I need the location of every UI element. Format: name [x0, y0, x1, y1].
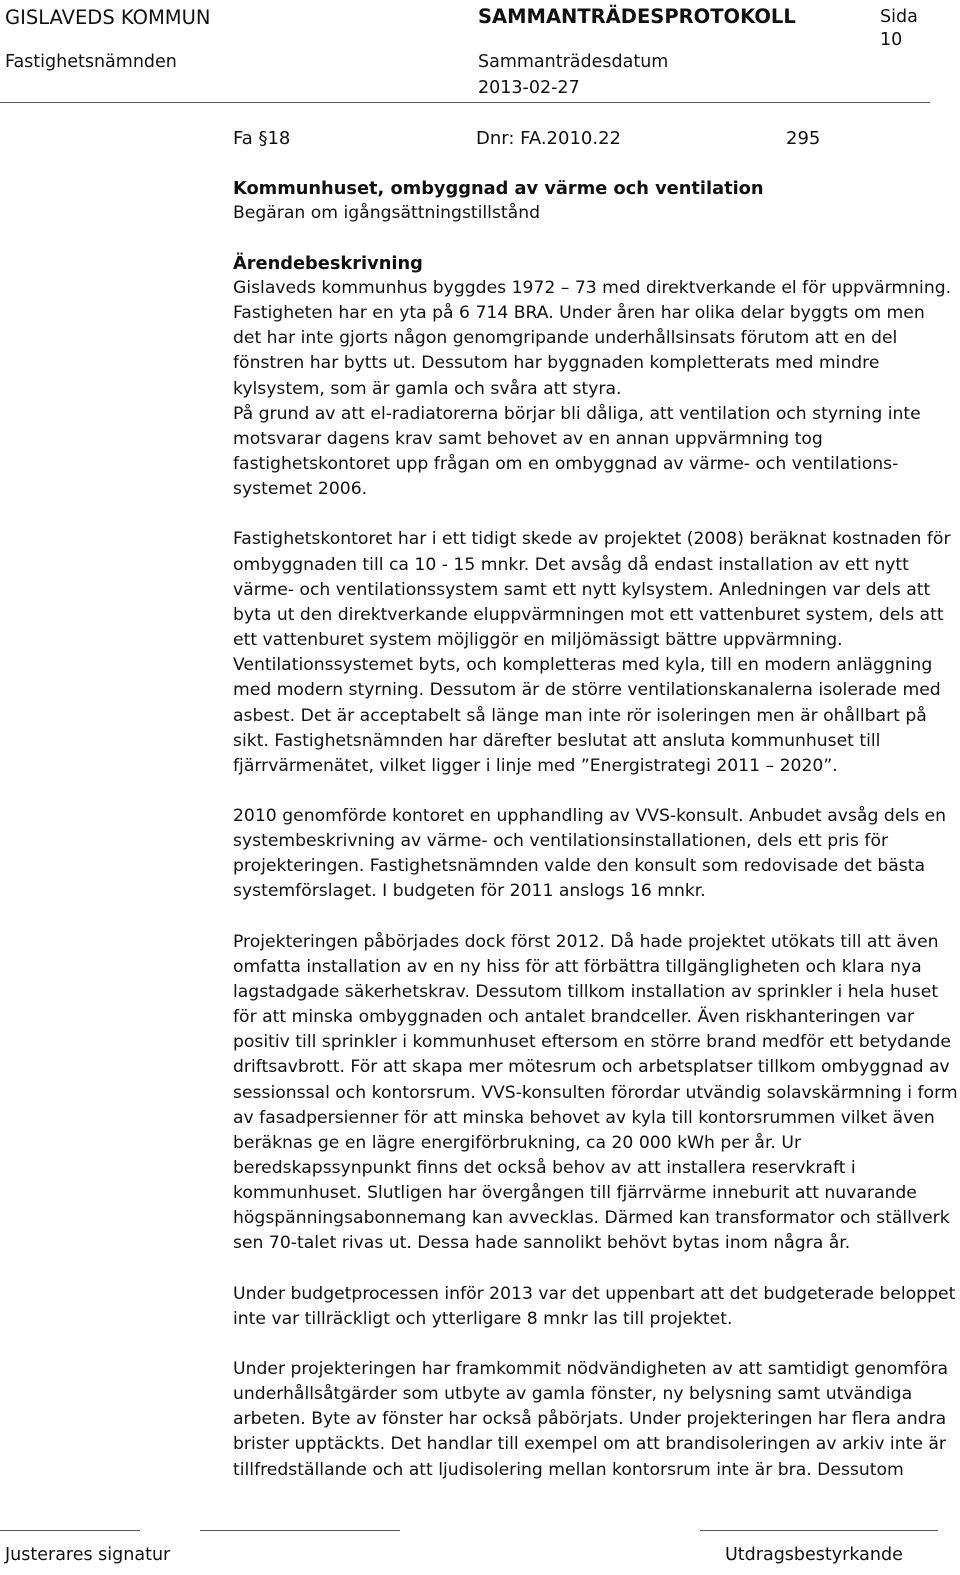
case-subtitle: Begäran om igångsättningstillstånd [233, 203, 540, 223]
extract-certification-label: Utdragsbestyrkande [725, 1545, 903, 1565]
document-body [233, 176, 958, 1483]
meeting-date-label: Sammanträdesdatum [478, 52, 669, 72]
paragraph: Gislaveds kommunhus byggdes 1972 – 73 med direktverkande el för uppvärmning. Fastigheten har en yta på 6 714 BRA. Under åren har olika delar byggts om men det har inte gjorts någon genomgripande underhållsinsats förutom att en del fönstren har bytts ut. Dessutom har byggnaden kompletterats med mindre kylsystem, som är gamla och svåra att styra. [233, 278, 952, 399]
document-type: SAMMANTRÄDESPROTOKOLL [478, 5, 796, 28]
signature-label: Justerares signatur [5, 1545, 171, 1565]
org-name: GISLAVEDS KOMMUN [5, 6, 211, 29]
paragraph: Under projekteringen har framkommit nödvändigheten av att samtidigt genomföra underhållsåtgärder som utbyte av gamla fönster, ny belysning samt utvändiga arbeten. Byte av fönster har också påbörjats. Under projekteringen har flera andra brister upptäckts. Det handlar till exempel om att brandisoleringen av arkiv inte är tillfredställande och att ljudisolering mellan kontorsrum inte är bra. Dessutom [233, 1358, 949, 1480]
committee-name: Fastighetsnämnden [5, 52, 177, 72]
diary-number: Dnr: FA.2010.22 [476, 128, 621, 149]
page-number: 10 [880, 30, 903, 50]
footer-rule-left [0, 1530, 140, 1531]
paragraph: Under budgetprocessen inför 2013 var det uppenbart att det budgeterade beloppet inte var tillräckligt och ytterligare 8 mnkr las till projektet. [233, 1283, 956, 1329]
case-number: 295 [786, 128, 821, 149]
paragraph: 2010 genomförde kontoret en upphandling av VVS-konsult. Anbudet avsåg dels en systembeskrivning av värme- och ventilationsinstallationen, dels ett pris för projekteringen. Fastighetsnämnden valde den konsult som redovisade det bästa systemförslaget. I budgeten för 2011 anslogs 16 mnkr. [233, 805, 946, 902]
meeting-date: 2013-02-27 [478, 78, 580, 98]
footer-rule-right [700, 1530, 938, 1531]
section-heading: Ärendebeskrivning [233, 253, 423, 274]
paragraph: Fastighetskontoret har i ett tidigt skede av projektet (2008) beräknat kostnaden för ombyggnaden till ca 10 - 15 mnkr. Det avsåg då endast installation av ett nytt värme- och ventilationssystem samt ett nytt kylsystem. Anledningen var dels att byta ut den direktverkande eluppvärmningen mot ett vattenburet system, dels att ett vattenburet system möjliggör en miljömässigt bättre uppvärmning. Ventilationssystemet byts, och kompletteras med kyla, till en modern anläggning med modern styrning. Dessutom är de större ventilationskanalerna isolerade med asbest. Det är acceptabelt så länge man inte rör isoleringen men är ohållbart på sikt. Fastighetsnämnden har därefter beslutat att ansluta kommunhuset till fjärrvärmenätet, vilket ligger i linje med ”Energistrategi 2011 – 2020”. [233, 529, 951, 776]
case-title: Kommunhuset, ombyggnad av värme och ventilation [233, 178, 764, 199]
section-number: Fa §18 [233, 128, 291, 149]
footer-rule-middle [200, 1530, 400, 1531]
paragraph: På grund av att el-radiatorerna börjar bli dåliga, att ventilation och styrning inte motsvarar dagens krav samt behovet av en annan uppvärmning tog fastighetskontoret upp frågan om en ombyggnad av värme- och ventilations-systemet 2006. [233, 403, 921, 500]
paragraph: Projekteringen påbörjades dock först 2012. Då hade projektet utökats till att även omfatta installation av en ny hiss för att förbättra tillgängligheten och klara nya lagstadgade säkerhetskrav. Dessutom tillkom installation av sprinkler i hela huset för att minska ombyggnaden och antalet brandceller. Även riskhanteringen var positiv till sprinkler i kommunhuset eftersom en större brand medför ett betydande driftsavbrott. För att skapa mer mötesrum och arbetsplatser tillkom ombyggnad av sessionssal och kontorsrum. VVS-konsulten förordar utvändig solavskärmning i form av fasadpersienner för att minska behovet av kyla till kontorsrummen vilket även beräknas ge en lägre energiförbrukning, ca 20 000 kWh per år. Ur beredskapssynpunkt finns det också behov av att installera reservkraft i kommunhuset. Slutligen har övergången till fjärrvärme inneburit att nuvarande högspänningsabonnemang kan avvecklas. Därmed kan transformator och ställverk sen 70-talet rivas ut. Dessa hade sannolikt behövt bytas inom några år. [233, 931, 958, 1254]
page-label: Sida [880, 7, 918, 27]
header-rule [0, 102, 930, 103]
